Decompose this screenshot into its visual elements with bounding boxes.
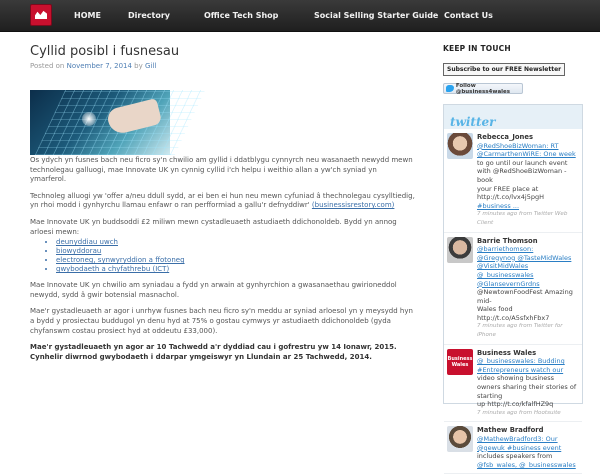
tweet-content bbox=[477, 349, 579, 418]
innovation-areas-list bbox=[56, 238, 415, 274]
nav-directory[interactable]: Directory bbox=[128, 11, 170, 20]
paragraph-investment: Mae Innovate UK yn buddsoddi £2 miliwn mewn cystadleuaeth astudiaeth ddichonoldeb. Bydd yn annog arloesi mewn: bbox=[30, 217, 397, 236]
tweet-line[interactable]: @CarmarthenWiRE: One week bbox=[477, 150, 576, 159]
tweet-text bbox=[477, 142, 579, 211]
avatar[interactable] bbox=[447, 133, 473, 159]
post-meta bbox=[30, 62, 415, 70]
tweet-time[interactable]: 7 minutes ago from Twitter for iPhone bbox=[477, 323, 563, 339]
tweet-text bbox=[477, 245, 579, 322]
paragraph-eligibility: Mae'r gystadleuaeth ar agor i unrhyw fusnes bach neu ficro sy'n meddu ar syniad arloesol yn y meysydd hyn a bydd y prosiectau buddugol yn denu hyd at 75% o gostau cymwys yr astudiaeth ddichonoldeb (gyda chyfanswm costau prosiect hyd at oddeutu £33,000). bbox=[30, 307, 413, 335]
twitter-bird-icon bbox=[446, 85, 454, 92]
tweet-line[interactable]: @barriethomson: bbox=[477, 245, 534, 254]
avatar[interactable] bbox=[447, 426, 473, 452]
tweet-line[interactable]: #business ... bbox=[477, 201, 520, 210]
touch-glow bbox=[82, 112, 96, 126]
tweet-content bbox=[477, 237, 579, 340]
tweet-line[interactable]: @_businesswales: Budding bbox=[477, 357, 565, 366]
tweet-line[interactable]: @Gregynog @TasteMidWales bbox=[477, 253, 572, 262]
nav-menu bbox=[58, 0, 508, 32]
site-logo[interactable] bbox=[30, 4, 52, 26]
main-content bbox=[30, 44, 415, 400]
tweet-line: @NewtownFoodFest Amazing mid- bbox=[477, 288, 573, 305]
tweet-author[interactable]: Barrie Thomson bbox=[477, 236, 538, 245]
tweet-line: includes speakers from bbox=[477, 452, 553, 461]
tweet-line[interactable]: @MathewBradford3: Our bbox=[477, 435, 558, 443]
meta-prefix: Posted on bbox=[30, 62, 65, 70]
paragraph-ideas: Mae Innovate UK yn chwilio am syniadau a fydd yn arwain at gynhyrchion a gwasanaethau gwirioneddol newydd, sydd â gwir botensial masnachol. bbox=[30, 281, 397, 299]
nav-office-tech-shop[interactable]: Office Tech Shop bbox=[204, 11, 279, 20]
post-title[interactable]: Cyllid posibl i fusnesau bbox=[30, 44, 180, 59]
tweet-line[interactable]: @_businesswales @GlansevernGrdns bbox=[477, 270, 540, 288]
tweet-line: owners sharing their stories of starting bbox=[477, 383, 577, 400]
post-date-link[interactable]: November 7, 2014 bbox=[66, 62, 132, 70]
tweet-line[interactable]: #Entrepreneurs watch our bbox=[477, 365, 564, 374]
tweet-line[interactable]: @VisitMidWales bbox=[477, 262, 529, 271]
tweet-author[interactable]: Rebecca_Jones bbox=[477, 133, 534, 141]
follow-label: Follow @business4wales bbox=[455, 82, 511, 95]
twitter-logo: twitter bbox=[450, 115, 496, 129]
list-item[interactable]: • gwybodaeth a chyfathrebu (ICT) bbox=[56, 265, 415, 274]
tweet-item bbox=[444, 345, 582, 423]
paragraph-dates bbox=[30, 343, 415, 362]
post-author-link[interactable]: Gill bbox=[145, 62, 157, 70]
tweet-item bbox=[444, 129, 582, 233]
tweet-line[interactable]: @RedShoeBizWoman: RT bbox=[477, 141, 559, 150]
avatar[interactable] bbox=[447, 349, 473, 375]
tweet-content bbox=[477, 426, 576, 469]
tweet-author[interactable]: Business Wales bbox=[477, 348, 537, 357]
sidebar bbox=[443, 44, 583, 469]
nav-home[interactable]: HOME bbox=[74, 11, 101, 20]
tweet-text bbox=[477, 357, 579, 409]
nav-contact-us[interactable]: Contact Us bbox=[444, 11, 493, 20]
post-featured-image bbox=[30, 90, 170, 155]
tweet-line: Wales food http://t.co/A5sfxhFbx7 bbox=[477, 305, 550, 322]
keep-in-touch-heading: KEEP IN TOUCH bbox=[443, 44, 511, 53]
twitter-widget bbox=[443, 104, 583, 469]
tweet-author[interactable]: Mathew Bradford bbox=[477, 426, 544, 435]
nav-social-selling-guide[interactable]: Social Selling Starter Guide bbox=[314, 11, 439, 20]
avatar[interactable] bbox=[447, 237, 473, 263]
tweet-time[interactable]: 7 minutes ago from Twitter Web Client bbox=[477, 211, 568, 226]
list-item[interactable]: • biowyddorau bbox=[56, 247, 415, 256]
avatar-text: Business Wales bbox=[447, 355, 473, 368]
tweet-line: video showing business bbox=[477, 374, 555, 383]
tweet-line: to go until our launch event bbox=[477, 158, 568, 167]
twitter-widget-header bbox=[444, 105, 582, 129]
tweet-line[interactable]: @fsb_wales, @_businesswales bbox=[477, 460, 576, 469]
list-item[interactable]: • electroneg, synwyryddion a ffotoneg bbox=[56, 256, 415, 265]
tweet-line: with @RedShoeBizWoman - book bbox=[477, 167, 567, 184]
twitter-follow-button[interactable] bbox=[443, 83, 523, 94]
top-nav-bar bbox=[0, 0, 600, 32]
tweet-content bbox=[477, 133, 579, 228]
tweet-line[interactable]: @gewuk #business event bbox=[477, 443, 562, 452]
tweet-item bbox=[444, 422, 582, 474]
subscribe-newsletter-button[interactable]: Subscribe to our FREE Newsletter bbox=[443, 63, 565, 76]
source-link[interactable]: (businessisrestory.com) bbox=[311, 201, 395, 210]
post-body bbox=[30, 156, 415, 362]
paragraph-definition bbox=[30, 192, 415, 211]
meta-by: by bbox=[134, 62, 143, 70]
tweet-line: your FREE place at http://t.co/lvx4j5pgH bbox=[477, 184, 544, 202]
dates-bold-text: Mae'r gystadleuaeth yn agor ar 10 Tachwedd a'r dyddiad cau i gofrestru yw 14 Ionawr, 2015. Cynhelir diwrnod gwybodaeth i ddarpar ymgeiswyr yn Llundain ar 25 Tachwedd, 2014. bbox=[30, 343, 397, 361]
definition-text: Technoleg alluogi yw 'offer a/neu ddull sydd, ar ei ben ei hun neu mewn cyfuniad â thechnolegau cysylltiedig, yn rhoi modd i gynhyrchu llamau enfawr o ran perfformiad a gallu'r defnyddiwr' bbox=[30, 191, 415, 210]
tweet-time[interactable]: 7 minutes ago from Hootsuite bbox=[477, 409, 561, 416]
tweet-item bbox=[444, 233, 582, 345]
list-item[interactable]: • deunyddiau uwch bbox=[56, 238, 415, 247]
tweet-text bbox=[477, 435, 576, 469]
tweet-line: up http://t.co/kfalfHZ9q bbox=[477, 400, 554, 409]
paragraph-intro: Os ydych yn fusnes bach neu ficro sy'n chwilio am gyllid i ddatblygu cynnyrch neu wasanaeth newydd mewn technolegau galluogi, mae Innovate UK yn cynnig cyllid i'ch helpu i weithio allan a yw'ch syniad yn ymarferol. bbox=[30, 156, 413, 184]
